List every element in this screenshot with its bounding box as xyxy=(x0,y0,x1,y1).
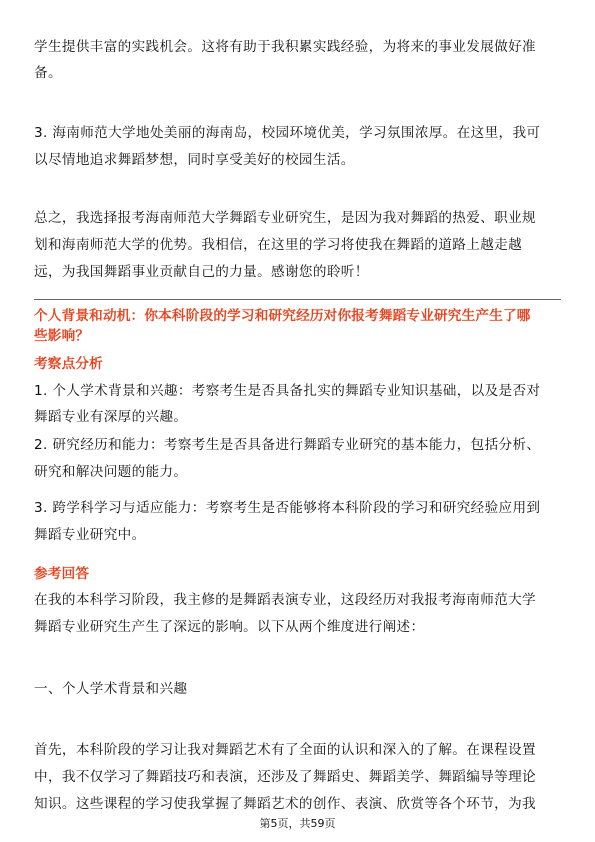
section-one-title: 一、个人学术背景和兴趣 xyxy=(34,681,188,697)
summary-paragraph-line-2: 划和海南师范大学的优势。我相信，在这里的学习将使我在舞蹈的道路上越走越 xyxy=(34,237,523,253)
section-one-paragraph-line-1: 首先，本科阶段的学习让我对舞蹈艺术有了全面的认识和深入的了解。在课程设置 xyxy=(34,742,536,758)
page-number-footer: 第5页，共59页 xyxy=(259,817,336,830)
question-heading-line-1: 个人背景和动机：你本科阶段的学习和研究经历对你报考舞蹈专业研究生产生了哪 xyxy=(34,308,531,324)
answer-intro-line-2: 舞蹈专业研究生产生了深远的影响。以下从两个维度进行阐述： xyxy=(34,619,425,635)
intro-paragraph-line-1: 学生提供丰富的实践机会。这将有助于我积累实践经验，为将来的事业发展做好准 xyxy=(34,39,536,55)
analysis-item-3-line-1: 3. 跨学科学习与适应能力：考察考生是否能够将本科阶段的学习和研究经验应用到 xyxy=(34,500,541,516)
analysis-item-2-line-1: 2. 研究经历和能力：考察考生是否具备进行舞蹈专业研究的基本能力，包括分析、 xyxy=(34,437,541,453)
question-heading-line-2: 些影响？ xyxy=(34,328,90,344)
analysis-item-2-line-2: 研究和解决问题的能力。 xyxy=(34,464,188,480)
answer-intro-line-1: 在我的本科学习阶段，我主修的是舞蹈表演专业，这段经历对我报考海南师范大学 xyxy=(34,592,536,608)
summary-paragraph-line-3: 远，为我国舞蹈事业贡献自己的力量。感谢您的聆听！ xyxy=(34,264,369,280)
analysis-item-1-line-2: 舞蹈专业有深厚的兴趣。 xyxy=(34,409,188,425)
section-one-paragraph-line-3: 知识。这些课程的学习使我掌握了舞蹈艺术的创作、表演、欣赏等各个环节，为我 xyxy=(34,796,536,812)
point3-paragraph-line-2: 以尽情地追求舞蹈梦想，同时享受美好的校园生活。 xyxy=(34,152,355,168)
analysis-item-1-line-1: 1. 个人学术背景和兴趣：考察考生是否具备扎实的舞蹈专业知识基础，以及是否对 xyxy=(34,383,541,399)
section-divider xyxy=(34,299,561,300)
summary-paragraph-line-1: 总之，我选择报考海南师范大学舞蹈专业研究生，是因为我对舞蹈的热爱、职业规 xyxy=(34,210,536,226)
analysis-heading: 考察点分析 xyxy=(34,356,103,372)
intro-paragraph-line-2: 备。 xyxy=(34,65,62,81)
answer-heading: 参考回答 xyxy=(34,566,90,582)
analysis-item-3-line-2: 舞蹈专业研究中。 xyxy=(34,527,146,543)
point3-paragraph-line-1: 3. 海南师范大学地处美丽的海南岛，校园环境优美，学习氛围浓厚。在这里，我可 xyxy=(34,125,541,141)
section-one-paragraph-line-2: 中，我不仅学习了舞蹈技巧和表演，还涉及了舞蹈史、舞蹈美学、舞蹈编导等理论 xyxy=(34,769,536,785)
